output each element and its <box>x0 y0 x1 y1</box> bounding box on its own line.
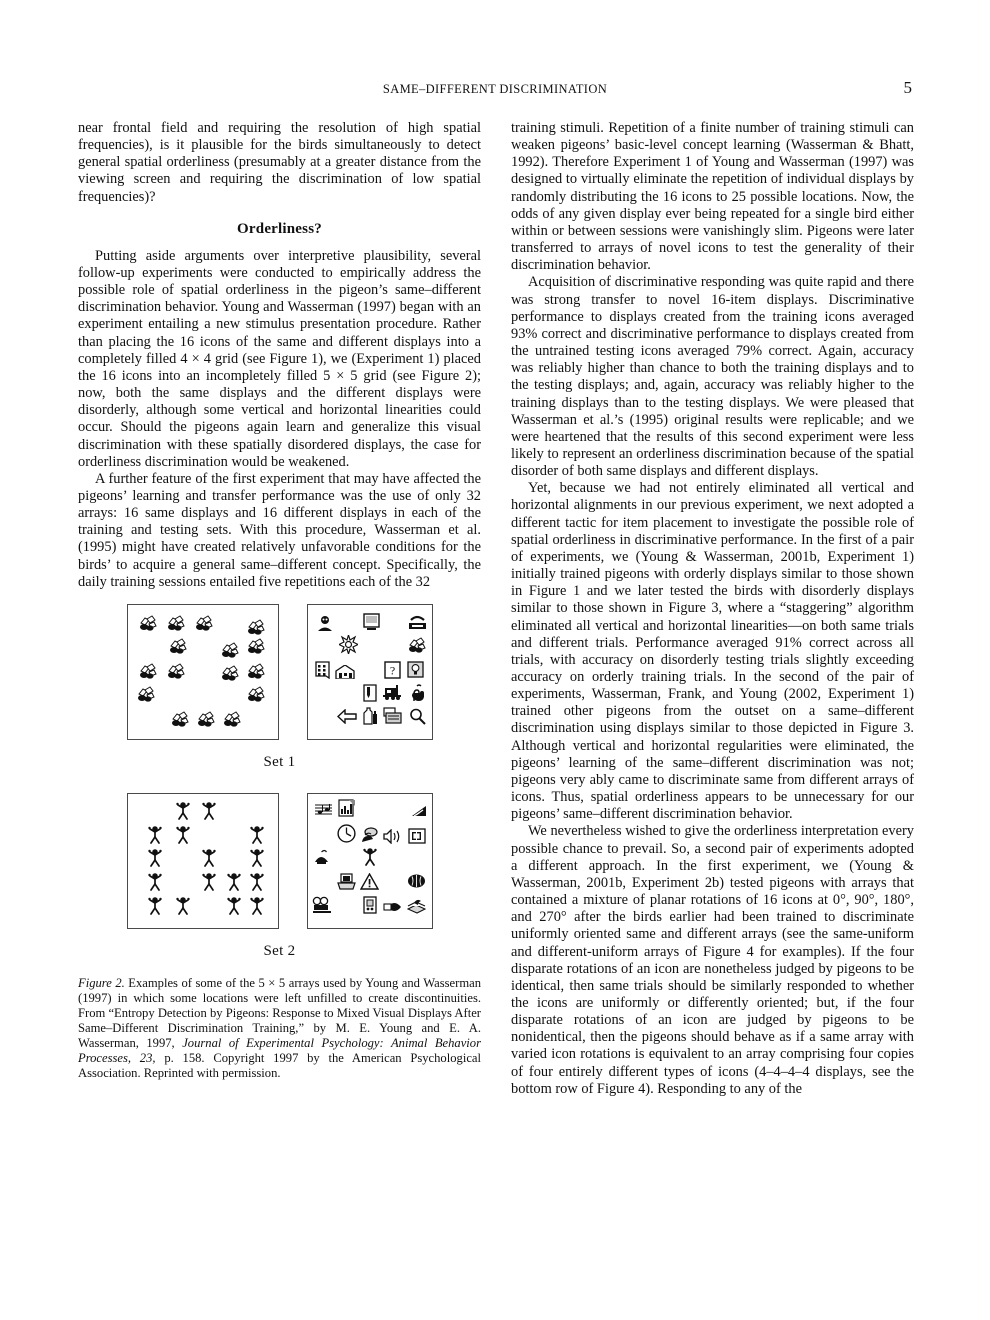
paragraph-right-4: We nevertheless wished to give the orderliness interpretation every possible chance to prevail. So, a second pair of experiments adopted a different approach. In the first experiment, we (Young & Wasserman, 2001b, Experiment 2b) tested pigeons with arrays that contained a mixture of planar rotations of 16 icons at 0°, 90°, 180°, and 270° after the birds earlier had been trained to discriminate uniformly oriented same and different arrays (see the same-uniform and different-uniform arrays of Figure 4 for examples). If the four disparate rotations of an icon are nonetheless judged by pigeons to be identical, then same trials should be similarly responded to whether the icons are uniformly or differently oriented; but, if the four disparate rotations of an icon are judged by pigeons to be nonidentical, then the pigeons should behave as if a same array with varied icon rotations is equivalent to an array comprising four copies of four entirely different types of icons (4–4–4–4 displays, see the bottom row of Figure 4). Responding to any of the <box>511 823 914 1097</box>
computer-icon <box>361 611 383 633</box>
stick-figure-icon <box>198 871 220 893</box>
svg-text:?: ? <box>389 663 396 678</box>
stick-figure-icon <box>246 847 268 869</box>
paragraph-orderliness-2: A further feature of the first experiment that may have affected the pigeons’ learning and transfer performance was the use of only 32 arrays: 16 same displays and 16 different displays in each of the training and testing sets. With this procedure, Wasserman et al. (1995) might have created relatively unfavorable conditions for the birds’ to acquire a general same–different concept. Specifically, the daily training sessions entailed five repetitions each of the 32 <box>78 470 481 590</box>
set2-label: Set 2 <box>263 942 296 959</box>
running-head <box>78 82 912 102</box>
section-heading-orderliness: Orderliness? <box>237 220 322 237</box>
left-column <box>78 120 481 1098</box>
set2-panel-row <box>78 793 481 929</box>
stick-figure-icon <box>223 871 245 893</box>
set2-different-array-panel <box>307 793 433 929</box>
set1-label: Set 1 <box>263 753 296 770</box>
lamp-icon <box>311 847 333 869</box>
flower-icon <box>222 709 244 731</box>
clock-icon <box>336 823 358 845</box>
flower-icon <box>166 613 188 635</box>
left-arrow-icon <box>336 706 358 728</box>
flower-icon <box>166 661 188 683</box>
stick-figure-icon <box>144 824 166 846</box>
flower-icon <box>246 661 268 683</box>
coin-hand-icon <box>359 824 381 846</box>
printer-icon <box>336 871 358 893</box>
document-pen-icon <box>359 682 381 704</box>
house-icon <box>334 661 356 683</box>
question-box-icon <box>382 659 404 681</box>
paragraph-right-2: Acquisition of discriminative responding was quite rapid and there was strong transfer to novel 16-item displays. Discriminative performance to displays created from the training icons averaged 93% correct and discriminative performance to displays created from the untrained testing icons averaged 79% correct. Again, accuracy was reliably higher than chance to both the training displays and to the testing displays; and, again, accuracy was reliably higher to the training displays than to the testing displays. We were pleased that Wasserman et al.’s (1995) original results were replicable; and we were heartened that the results of this second experiment were less likely to represent an orderliness discrimination because of the spatial disorder of both same displays and different displays. <box>511 274 914 480</box>
stick-figure-icon <box>246 871 268 893</box>
set1-different-array-panel <box>307 604 433 740</box>
flower-icon <box>194 613 216 635</box>
speaker-icon <box>382 826 404 848</box>
stick-figure-icon <box>246 895 268 917</box>
flower-icon <box>196 709 218 731</box>
flower-icon <box>220 640 242 662</box>
figure-caption-text-2: p. 158. Copyright 1997 by the American Psychological Association. Reprinted with permission. <box>78 1051 482 1081</box>
projector-icon <box>311 894 333 916</box>
stick-figure-icon <box>223 895 245 917</box>
set1-panel-row <box>78 604 481 740</box>
train-icon <box>381 682 403 704</box>
page-number: 5 <box>903 78 912 97</box>
article-body <box>78 120 915 1098</box>
magnifier-icon <box>407 706 429 728</box>
set2-same-array-panel <box>127 793 279 929</box>
stick-figure-icon <box>144 895 166 917</box>
stick-figure-icon <box>144 871 166 893</box>
document-icon <box>359 894 381 916</box>
ramp-icon <box>407 800 429 822</box>
paragraph-right-3: Yet, because we had not entirely eliminated all vertical and horizontal alignments in our previous experiment, we next adopted a different tactic for item placement to investigate the possible role of spatial orderliness in discriminative performance. In the first of a pair of experiments, we (Young & Wasserman, 2001b, Experiment 1) initially trained pigeons with orderly displays similar to those shown in Figure 1 and we later tested the birds with disorderly displays similar to those shown in Figure 3, where a “staggering” algorithm eliminated all vertical and horizontal linearities—on both same trials and different trials. Performance averaged 91% correct across all trials, with accuracy on disorderly testing trials slightly exceeding accuracy on orderly training trials. In the second of the pair of experiments, Wasserman, Frank, and Young (2002, Experiment 1) trained other pigeons from the outset on a same–different discrimination using displays similar to those depicted in Figure 3. Although vertical and horizontal regularities were eliminated, the pigeons’ learning of the same–different discrimination was not; pigeons very ably came to discriminate same from different arrays of icons. Thus, spatial orderliness appears to be unnecessary for our pigeons’ same–different discrimination behavior. <box>511 480 914 823</box>
stick-figure-icon <box>246 824 268 846</box>
lightbulb-box-icon <box>405 659 427 681</box>
stick-figure-icon <box>172 895 194 917</box>
brain-icon <box>406 870 428 892</box>
bottles-icon <box>360 705 382 727</box>
stick-figure-icon <box>198 800 220 822</box>
stick-figure-icon <box>172 824 194 846</box>
keyboard-icon <box>382 705 404 727</box>
figure-caption-label: Figure 2. <box>78 975 125 990</box>
starburst-icon <box>338 634 360 656</box>
flower-icon <box>246 636 268 658</box>
film-strip-icon <box>312 659 334 681</box>
flower-icon <box>168 636 190 658</box>
stick-figure-icon <box>172 800 194 822</box>
figure-2 <box>78 604 481 1082</box>
box-corners-icon <box>406 825 428 847</box>
right-column <box>511 120 914 1098</box>
chart-paint-icon <box>336 798 358 820</box>
flower-icon <box>138 613 160 635</box>
running-head-title: SAME–DIFFERENT DISCRIMINATION <box>382 82 608 96</box>
hand-hold-icon <box>407 682 429 704</box>
paragraph-right-1: training stimuli. Repetition of a finite number of training stimuli can weaken pigeons’ basic-level concept learning (Wasserman & Bhatt, 1992). Therefore Experiment 1 of Young and Wasserman (1997) was designed to virtually eliminate the repetition of individual displays by randomly distributing the 16 icons to 25 possible locations. Now, the odds of any given display ever being repeated for a single bird either within or between sessions were vanishingly slim. Pigeons were later transferred to arrays of novel icons to test the generality of their discrimination behavior. <box>511 120 914 274</box>
flower-icon <box>220 663 242 685</box>
pointing-hand-icon <box>382 897 404 919</box>
flower-icon <box>136 684 158 706</box>
set1-same-array-panel <box>127 604 279 740</box>
flower-icon <box>246 684 268 706</box>
figure-caption-text-1: Examples of some of the 5 × 5 arrays used by Young and Wasserman (1997) in which some locations were left unfilled to create discontinuities. From “Entropy Detection by Pigeons: Response to Mixed Visual Displays After Same–Different Discrimination Training,” by M. E. Young and E. A. Wasserman, 1997, <box>78 975 482 1051</box>
stick-figure-icon <box>144 847 166 869</box>
money-stack-icon <box>406 895 428 917</box>
stick-figure-icon <box>198 847 220 869</box>
paragraph-continued: near frontal field and requiring the resolution of high spatial frequencies), is it plausible for the birds simultaneously to detect general spatial orderliness (presumably at a greater distance from the viewing screen and requiring the discrimination of low spatial frequencies)? <box>78 120 481 205</box>
flower-icon <box>407 635 429 657</box>
stick-figure-icon <box>359 846 381 868</box>
figure-caption <box>78 976 481 1082</box>
music-score-icon <box>313 799 335 821</box>
warning-icon <box>359 871 381 893</box>
flower-icon <box>138 661 160 683</box>
figure-caption-journal: Journal of Experimental Psychology: Animal Behavior Processes, 23, <box>78 1036 481 1066</box>
person-face-icon <box>314 612 336 634</box>
flower-icon <box>170 709 192 731</box>
telephone-icon <box>407 612 429 634</box>
paragraph-orderliness-1: Putting aside arguments over interpretive plausibility, several follow-up experiments were conducted to empirically address the possible role of spatial orderliness in the pigeon’s same–different discrimination behavior. Young and Wasserman (1997) began with an experiment entailing a new stimulus presentation procedure. Rather than placing the 16 icons of the same and different displays into a completely filled 4 × 4 grid (see Figure 1), we (Experiment 1) placed the 16 icons into an incompletely filled 5 × 5 grid (see Figure 2); now, both the same displays and the different displays were disorderly, although some vertical and horizontal linearities could occur. Should the pigeons again learn and generalize this visual discrimination with these spatially disordered displays, the case for orderliness discrimination would be weakened. <box>78 247 481 470</box>
